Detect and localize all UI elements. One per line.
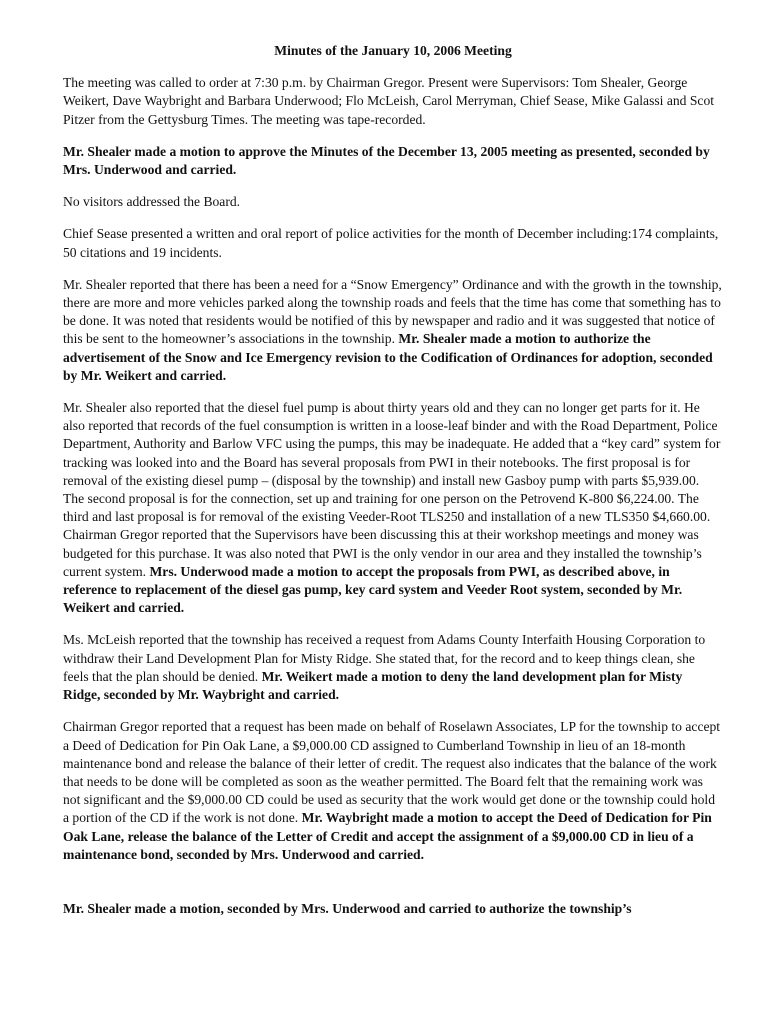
paragraph-text: Chairman Gregor reported that a request has been made on behalf of Roselawn Associates, LP for the township to accept a Deed of Dedication for Pin Oak Lane, a $9,000.00 CD assigned to Cumberland Township in lieu of an 18-month maintenance bond and release the balance of their letter of credit. The request also indicates that the balance of the work that needs to be done will be completed as soon as the weather permitted. The Board felt that the remaining work was not significant and the $9,000.00 CD could be used as security that the work would get done or the township could hold a portion of the CD if the work is not done. xyxy=(63,719,721,826)
paragraph-motion-approve-minutes xyxy=(63,143,723,179)
paragraph-diesel-pump xyxy=(63,399,723,617)
motion-text: Mr. Shealer made a motion, seconded by Mrs. Underwood and carried to authorize the township’s xyxy=(63,900,632,916)
paragraph-call-to-order xyxy=(63,74,723,129)
motion-text: Mr. Shealer made a motion to approve the Minutes of the December 13, 2005 meeting as presented, seconded by Mrs. Underwood and carried. xyxy=(63,143,710,178)
paragraph-text: Chief Sease presented a written and oral report of police activities for the month of December including:174 complaints, 50 citations and 19 incidents. xyxy=(63,226,719,260)
paragraph-visitors xyxy=(63,193,723,211)
paragraph-text: Mr. Shealer reported that there has been a need for a “Snow Emergency” Ordinance and with the growth in the township, there are more and more vehicles parked along the township roads and feels that the time has come that something has to be done. It was noted that residents would be notified of this by newspaper and radio and it was suggested that notice of this be sent to the homeowner’s associations in the township. xyxy=(63,276,722,347)
document-page xyxy=(63,42,723,932)
paragraph-text: Ms. McLeish reported that the township has received a request from Adams County Interfaith Housing Corporation to withdraw their Land Development Plan for Misty Ridge. She stated that, for the record and to keep things clean, she feels that the plan should be denied. xyxy=(63,632,706,684)
paragraph-pin-oak-lane xyxy=(63,718,723,864)
paragraph-misty-ridge xyxy=(63,631,723,704)
paragraph-snow-emergency xyxy=(63,276,723,385)
paragraph-text: The meeting was called to order at 7:30 p.m. by Chairman Gregor. Present were Supervisors: Tom Shealer, George Weikert, Dave Waybright and Barbara Underwood; Flo McLeish, Carol Merryman, Chief Sease, Mike Galassi and Scot Pitzer from the Gettysburg Times. The meeting was tape-recorded. xyxy=(63,75,715,127)
paragraph-spacer xyxy=(63,878,723,900)
motion-text: Mr. Waybright made a motion to accept the Deed of Dedication for Pin Oak Lane, release the balance of the Letter of Credit and accept the assignment of a $9,000.00 CD in lieu of a maintenance bond, seconded by Mrs. Underwood and carried. xyxy=(63,810,712,862)
paragraph-motion-authorize xyxy=(63,900,723,918)
paragraph-police-report xyxy=(63,225,723,261)
document-title: Minutes of the January 10, 2006 Meeting xyxy=(274,43,512,58)
motion-text: Mr. Shealer made a motion to authorize the advertisement of the Snow and Ice Emergency revision to the Codification of Ordinances for adoption, seconded by Mr. Weikert and carried. xyxy=(63,331,713,383)
motion-text: Mrs. Underwood made a motion to accept the proposals from PWI, as described above, in reference to replacement of the diesel gas pump, key card system and Veeder Root system, seconded by Mr. Weikert and carried. xyxy=(63,563,683,616)
paragraph-text: No visitors addressed the Board. xyxy=(63,194,241,210)
motion-text: Mr. Weikert made a motion to deny the land development plan for Misty Ridge, seconded by Mr. Waybright and carried. xyxy=(63,668,683,703)
paragraph-text: Mr. Shealer also reported that the diesel fuel pump is about thirty years old and they can no longer get parts for it. He also reported that records of the fuel consumption is written in a loose-leaf binder and with the Road Department, Police Department, Authority and Barlow VFC using the pumps, this may be inadequate. He added that a “key card” system for tracking was looked into and the Board has several proposals from PWI in their notebooks. The first proposal is for removal of the existing diesel pump – (disposal by the township) and install new Gasboy pump with parts $5,939.00. The second proposal is for the connection, set up and training for one person on the Petrovend K-800 $6,224.00. The third and last proposal is for removal of the existing Veeder-Root TLS250 and installation of a new TLS350 $4,660.00. Chairman Gregor reported that the Supervisors have been discussing this at their workshop meetings and money was budgeted for this purchase. It was also noted that PWI is the only vendor in our area and they installed the township’s current system. xyxy=(63,400,721,579)
